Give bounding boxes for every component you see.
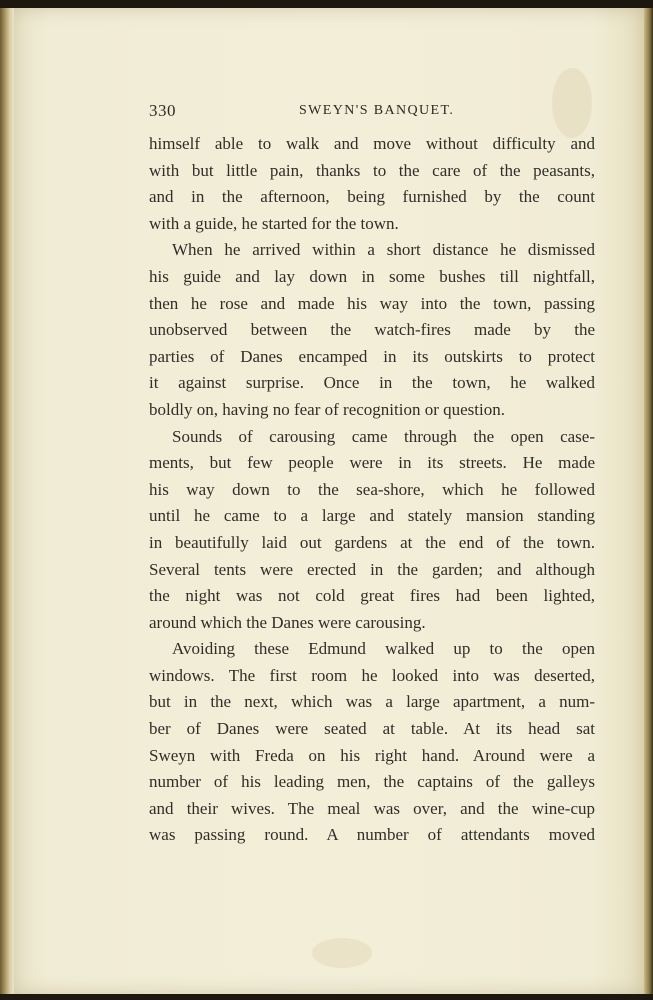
text-line: with a guide, he started for the town. — [149, 213, 399, 233]
text-line: Avoiding these Edmund walked up to the open — [172, 639, 595, 659]
text-line: his guide and lay down in some bushes till nightfall, — [149, 266, 595, 286]
book-binding-gutter — [0, 8, 14, 994]
text-line: ments, but few people were in its streets. He made — [149, 453, 595, 473]
body-text — [149, 131, 595, 849]
text-line: number of his leading men, the captains of the galleys — [149, 772, 595, 792]
text-line: it against surprise. Once in the town, he walked — [149, 373, 595, 393]
text-line: but in the next, which was a large apartment, a num- — [149, 692, 595, 712]
text-line: was passing round. A number of attendants moved — [149, 825, 595, 845]
text-line: Sweyn with Freda on his right hand. Around were a — [149, 745, 595, 765]
text-line: himself able to walk and move without difficulty and — [149, 134, 595, 153]
text-line: then he rose and made his way into the town, passing — [149, 293, 595, 313]
text-line: Several tents were erected in the garden; and although — [149, 559, 595, 579]
text-line: and their wives. The meal was over, and the wine-cup — [149, 798, 595, 818]
text-line: his way down to the sea-shore, which he followed — [149, 479, 595, 499]
text-line: When he arrived within a short distance he dismissed — [172, 240, 595, 260]
scan-bottom-edge — [0, 994, 653, 1000]
text-line: and in the afternoon, being furnished by the count — [149, 187, 595, 207]
text-line: in beautifully laid out gardens at the end of the town. — [149, 532, 595, 552]
text-line: boldly on, having no fear of recognition or question. — [149, 399, 505, 419]
paper-stain — [312, 938, 372, 968]
text-line: Sounds of carousing came through the open case- — [172, 426, 595, 446]
page-number: 330 — [149, 101, 176, 120]
scan-top-edge — [0, 0, 653, 8]
text-line: parties of Danes encamped in its outskirts to protect — [149, 346, 595, 366]
text-line: with but little pain, thanks to the care of the peasants, — [149, 160, 595, 180]
page-fore-edge — [644, 8, 653, 994]
text-line: until he came to a large and stately mansion standing — [149, 506, 595, 526]
running-title: SWEYN'S BANQUET. — [299, 103, 455, 118]
page-header — [149, 101, 595, 125]
text-line: unobserved between the watch-fires made by the — [149, 320, 595, 340]
text-line: windows. The first room he looked into was deserted, — [149, 665, 595, 685]
text-line: the night was not cold great fires had been lighted, — [149, 586, 595, 606]
text-line: ber of Danes were seated at table. At its head sat — [149, 719, 595, 739]
text-line: around which the Danes were carousing. — [149, 612, 426, 632]
